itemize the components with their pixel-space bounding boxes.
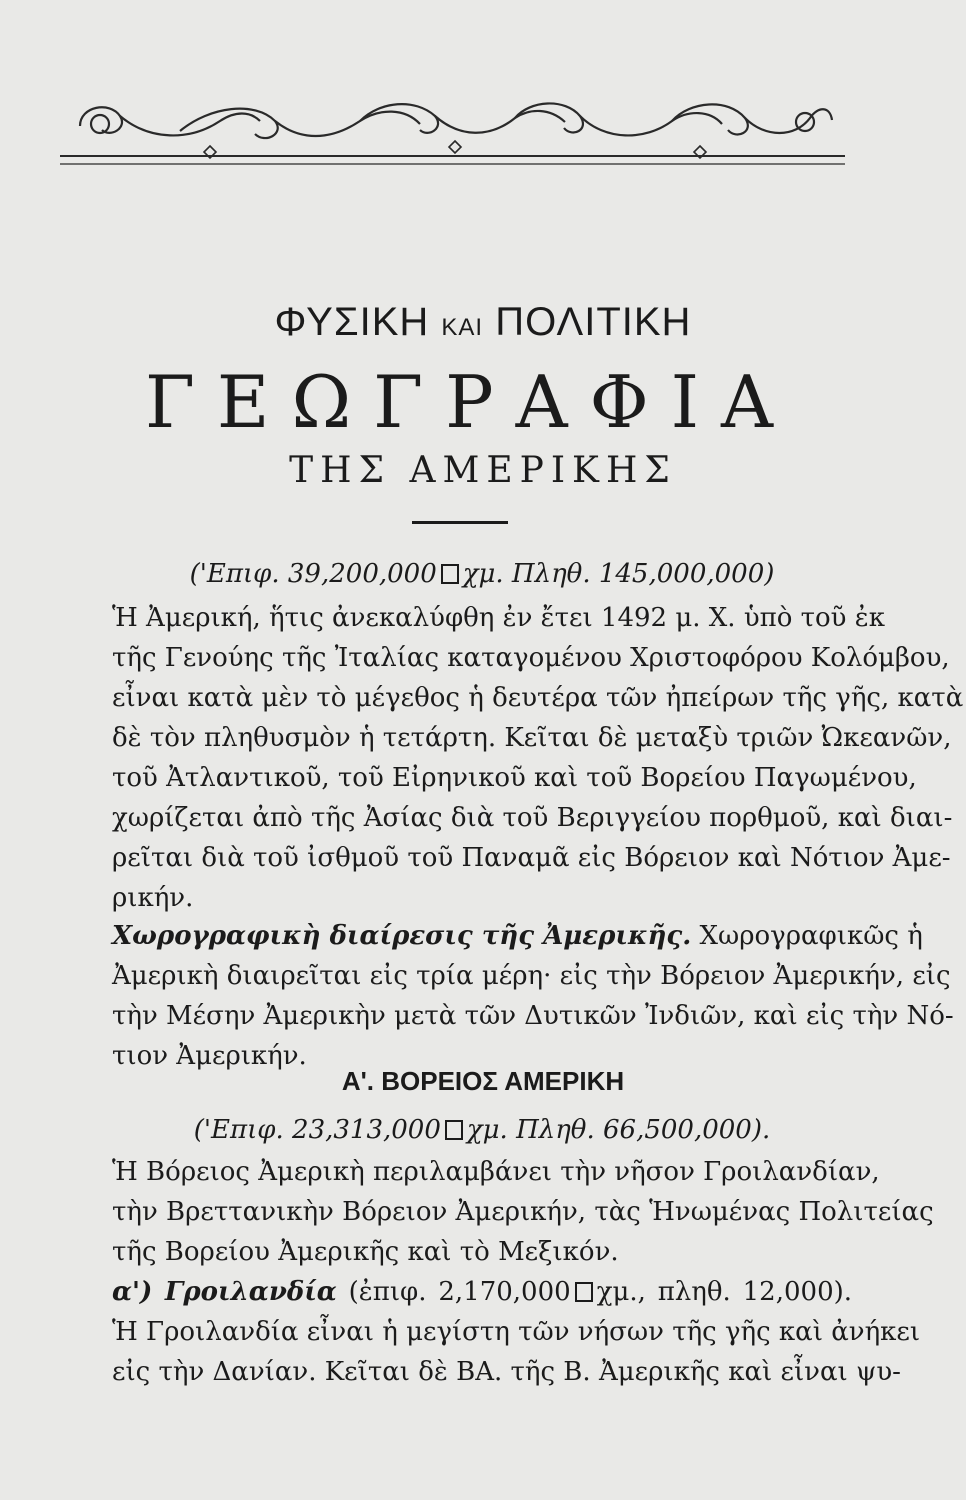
- division-first-line: [112, 918, 923, 954]
- intro-line: ρικήν.: [112, 883, 194, 913]
- greenland-line: εἰς τὴν Δανίαν. Κεῖται δὲ ΒΑ. τῆς Β. Ἀμερικῆς καὶ εἶναι ψυ-: [112, 1357, 901, 1387]
- division-line: τὴν Μέσην Ἀμερικὴν μετὰ τῶν Δυτικῶν Ἰνδιῶν, καὶ εἰς τὴν Νό-: [112, 1001, 954, 1031]
- greenland-heading-line: α') Γροιλανδία (ἐπιφ. 2,170,000 χμ., πληθ. 12,000).: [112, 1277, 853, 1307]
- intro-line: δὲ τὸν πληθυσμὸν ἡ τετάρτη. Κεῖται δὲ μεταξὺ τριῶν Ὠκεανῶν,: [112, 723, 952, 753]
- intro-line: τοῦ Ἀτλαντικοῦ, τοῦ Εἰρηνικοῦ καὶ τοῦ Βορείου Παγωμένου,: [112, 763, 917, 793]
- north-america-line: Ἡ Βόρειος Ἀμερικὴ περιλαμβάνει τὴν νῆσον Γροιλανδίαν,: [112, 1157, 880, 1187]
- title-subtitle: ΤΗΣ ΑΜΕΡΙΚΗΣ: [289, 450, 677, 491]
- square-symbol-icon: [445, 1120, 463, 1140]
- title-word-political: ΠΟΛΙΤΙΚΗ: [495, 300, 692, 344]
- square-symbol-icon: [575, 1282, 593, 1302]
- north-america-stats: ('Επιφ. 23,313,000 χμ. Πληθ. 66,500,000).: [193, 1115, 771, 1145]
- decorative-ornament-header: [60, 86, 845, 176]
- intro-line: Ἡ Ἀμερική, ἥτις ἀνεκαλύφθη ἐν ἔτει 1492 μ. Χ. ὑπὸ τοῦ ἐκ: [112, 603, 885, 633]
- intro-line: τῆς Γενούης τῆς Ἰταλίας καταγομένου Χριστοφόρου Κολόμβου,: [112, 643, 950, 673]
- intro-line: χωρίζεται ἀπὸ τῆς Ἀσίας διὰ τοῦ Βεριγγείου πορθμοῦ, καὶ διαι-: [112, 803, 953, 833]
- title-main: ΓΕΩΓΡΑΦΙΑ: [144, 360, 796, 444]
- greenland-line: Ἡ Γροιλανδία εἶναι ἡ μεγίστη τῶν νήσων τῆς γῆς καὶ ἀνήκει: [112, 1317, 921, 1347]
- title-word-and: ΚΑΙ: [441, 314, 484, 341]
- division-line: Ἀμερικὴ διαιρεῖται εἰς τρία μέρη· εἰς τὴν Βόρειον Ἀμερικήν, εἰς: [112, 961, 951, 991]
- title-word-physical: ΦΥΣΙΚΗ: [274, 300, 430, 344]
- north-america-line: τῆς Βορείου Ἀμερικῆς καὶ τὸ Μεξικόν.: [112, 1237, 619, 1267]
- title-line-1: [0, 300, 966, 345]
- greenland-label: α') Γροιλανδία: [112, 1277, 337, 1307]
- north-america-line: τὴν Βρεττανικὴν Βόρειον Ἀμερικήν, τὰς Ἡνωμένας Πολιτείας: [112, 1197, 934, 1227]
- square-symbol-icon: [441, 564, 459, 584]
- america-stats: ('Επιφ. 39,200,000 χμ. Πληθ. 145,000,000): [189, 559, 775, 589]
- section-heading-north-america: Α'. ΒΟΡΕΙΟΣ ΑΜΕΡΙΚΗ: [341, 1066, 625, 1096]
- intro-line: ρεῖται διὰ τοῦ ἰσθμοῦ τοῦ Παναμᾶ εἰς Βόρειον καὶ Νότιον Ἀμε-: [112, 843, 951, 873]
- division-text: Χωρογραφικῶς ἡ: [699, 921, 923, 951]
- intro-line: εἶναι κατὰ μὲν τὸ μέγεθος ἡ δευτέρα τῶν ἠπείρων τῆς γῆς, κατὰ: [112, 683, 964, 713]
- division-heading: Χωρογραφικὴ διαίρεσις τῆς Ἀμερικῆς.: [112, 921, 692, 951]
- division-line: τιον Ἀμερικήν.: [112, 1041, 307, 1071]
- title-rule: [412, 521, 508, 524]
